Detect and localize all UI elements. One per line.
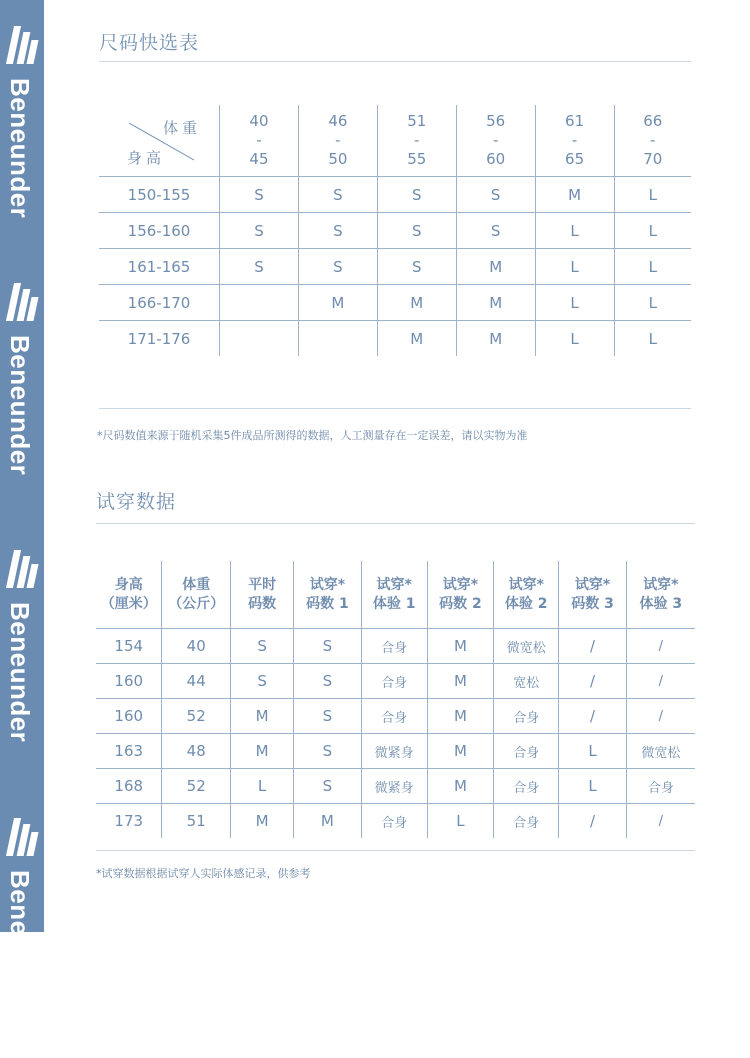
table-cell: M (427, 699, 493, 734)
corner-height-label: 身高 (127, 149, 166, 167)
table-cell: M (294, 804, 361, 839)
brand-logo-icon (8, 283, 38, 321)
size-cell: S (298, 177, 377, 213)
height-range-cell: 161-165 (99, 249, 220, 285)
table-cell: 微紧身 (361, 769, 427, 804)
table-cell: S (294, 629, 361, 664)
size-cell: M (377, 285, 456, 321)
trial-table (96, 561, 695, 838)
size-cell: L (614, 213, 691, 249)
brand-mark (0, 818, 44, 1058)
table-cell: 合身 (494, 804, 559, 839)
table-cell: / (559, 699, 626, 734)
table-cell: 48 (162, 734, 230, 769)
table-cell: 合身 (361, 629, 427, 664)
header-cell: 试穿* 体验 2 (494, 561, 559, 629)
table-cell: / (626, 804, 695, 839)
brand-logo-icon (8, 550, 38, 588)
table-cell: M (427, 734, 493, 769)
table-cell: 173 (114, 812, 144, 830)
table-cell: 合身 (361, 699, 427, 734)
size-cell: S (220, 177, 299, 213)
height-range-cell: 150-155 (99, 177, 220, 213)
table-cell: 163 (96, 734, 162, 769)
table-cell: 52 (162, 769, 230, 804)
size-cell: L (614, 177, 691, 213)
size-cell (298, 321, 377, 357)
table-row (96, 664, 695, 699)
weight-range-header: 66 - 70 (614, 105, 691, 177)
height-range-cell: 166-170 (99, 285, 220, 321)
size-cell: L (614, 249, 691, 285)
header-cell: 平时 码数 (230, 561, 293, 629)
table-cell: L (427, 804, 493, 839)
table-cell: 168 (96, 769, 162, 804)
size-note: *尺码数值来源于随机采集5件成品所测得的数据，人工测量存在一定误差，请以实物为准 (97, 429, 528, 442)
table-row (99, 321, 691, 357)
weight-range-header: 51 - 55 (377, 105, 456, 177)
size-cell: S (298, 213, 377, 249)
table-row (99, 213, 691, 249)
size-cell: L (614, 321, 691, 357)
table-cell: 合身 (494, 769, 559, 804)
brand-mark (0, 283, 44, 523)
table-cell: S (230, 664, 293, 699)
header-cell: 试穿* 体验 3 (626, 561, 695, 629)
size-cell: S (220, 213, 299, 249)
height-range-cell: 156-160 (99, 213, 220, 249)
table-cell: 微宽松 (626, 734, 695, 769)
size-cell: S (298, 249, 377, 285)
table-cell: 微宽松 (494, 629, 559, 664)
header-cell: 试穿* 码数 3 (559, 561, 626, 629)
height-range-cell: 171-176 (127, 329, 191, 348)
size-cell: S (456, 177, 535, 213)
brand-mark (0, 550, 44, 790)
table-cell: 51 (162, 804, 230, 839)
table-cell: S (294, 769, 361, 804)
corner-weight-label: 体重 (162, 119, 201, 137)
size-cell (220, 285, 299, 321)
size-cell: M (456, 249, 535, 285)
brand-wordmark: Beneunder (5, 78, 35, 219)
divider (99, 408, 691, 409)
weight-range-header: 56 - 60 (456, 105, 535, 177)
table-cell: 52 (162, 699, 230, 734)
trial-note: *试穿数据根据试穿人实际体感记录，供参考 (96, 867, 311, 880)
table-cell: 合身 (361, 804, 427, 839)
size-cell: S (377, 249, 456, 285)
table-cell: S (294, 664, 361, 699)
table-cell: 合身 (494, 699, 559, 734)
brand-logo-icon (8, 26, 38, 64)
size-cell: S (220, 249, 299, 285)
trial-section-title: 试穿数据 (96, 491, 177, 513)
table-cell: M (427, 629, 493, 664)
table-row (96, 769, 695, 804)
size-cell: L (535, 249, 614, 285)
size-cell: S (377, 213, 456, 249)
table-cell: M (427, 769, 493, 804)
table-cell: 40 (162, 629, 230, 664)
table-cell: / (626, 629, 695, 664)
table-cell: S (294, 699, 361, 734)
size-cell: L (614, 285, 691, 321)
size-cell: L (535, 213, 614, 249)
table-cell: / (626, 699, 695, 734)
size-cell: S (377, 177, 456, 213)
size-cell: M (535, 177, 614, 213)
table-cell: / (626, 664, 695, 699)
brand-wordmark: Beneunder (5, 870, 35, 1011)
table-row (96, 629, 695, 664)
table-row (96, 699, 695, 734)
size-cell: L (535, 285, 614, 321)
size-cell: M (298, 285, 377, 321)
table-row (96, 804, 695, 839)
table-cell: / (559, 664, 626, 699)
size-cell: M (456, 321, 535, 357)
brand-mark (0, 26, 44, 266)
size-cell: L (535, 321, 614, 357)
table-cell: 宽松 (494, 664, 559, 699)
brand-sidebar (0, 0, 44, 1011)
weight-range-header: 40 - 45 (220, 105, 299, 177)
header-cell: 试穿* 体验 1 (361, 561, 427, 629)
table-cell: 微紧身 (361, 734, 427, 769)
table-cell: 合身 (361, 664, 427, 699)
table-cell: 合身 (626, 769, 695, 804)
trial-table-header (96, 561, 695, 629)
brand-logo-icon (8, 818, 38, 856)
table-cell: S (230, 629, 293, 664)
table-cell: M (427, 664, 493, 699)
table-cell: 154 (96, 629, 162, 664)
brand-wordmark: Beneunder (5, 335, 35, 476)
table-cell: L (559, 769, 626, 804)
table-cell: S (294, 734, 361, 769)
table-cell: L (559, 734, 626, 769)
table-row (96, 734, 695, 769)
size-cell: M (377, 321, 456, 357)
table-cell: L (230, 769, 293, 804)
weight-range-header: 46 - 50 (298, 105, 377, 177)
header-cell: 身高 （厘米） (96, 561, 162, 629)
table-cell: / (559, 629, 626, 664)
size-section-title: 尺码快选表 (99, 32, 200, 54)
table-cell: M (230, 734, 293, 769)
header-cell: 试穿* 码数 1 (294, 561, 361, 629)
weight-range-header: 61 - 65 (535, 105, 614, 177)
brand-wordmark: Beneunder (5, 602, 35, 743)
table-cell: 合身 (494, 734, 559, 769)
table-row (99, 177, 691, 213)
size-cell: S (456, 213, 535, 249)
size-table (99, 105, 691, 356)
corner-cell (99, 105, 220, 177)
table-row (99, 249, 691, 285)
table-cell: 44 (162, 664, 230, 699)
table-cell: 160 (96, 699, 162, 734)
table-cell: M (230, 804, 293, 839)
size-cell (220, 321, 299, 357)
divider (96, 850, 695, 851)
table-cell: M (230, 699, 293, 734)
divider (99, 61, 691, 62)
table-cell: / (559, 804, 626, 839)
divider (96, 523, 695, 524)
table-cell: 160 (96, 664, 162, 699)
size-table-header (99, 105, 691, 177)
size-cell: M (456, 285, 535, 321)
table-row (99, 285, 691, 321)
header-cell: 体重 （公斤） (162, 561, 230, 629)
header-cell: 试穿* 码数 2 (427, 561, 493, 629)
